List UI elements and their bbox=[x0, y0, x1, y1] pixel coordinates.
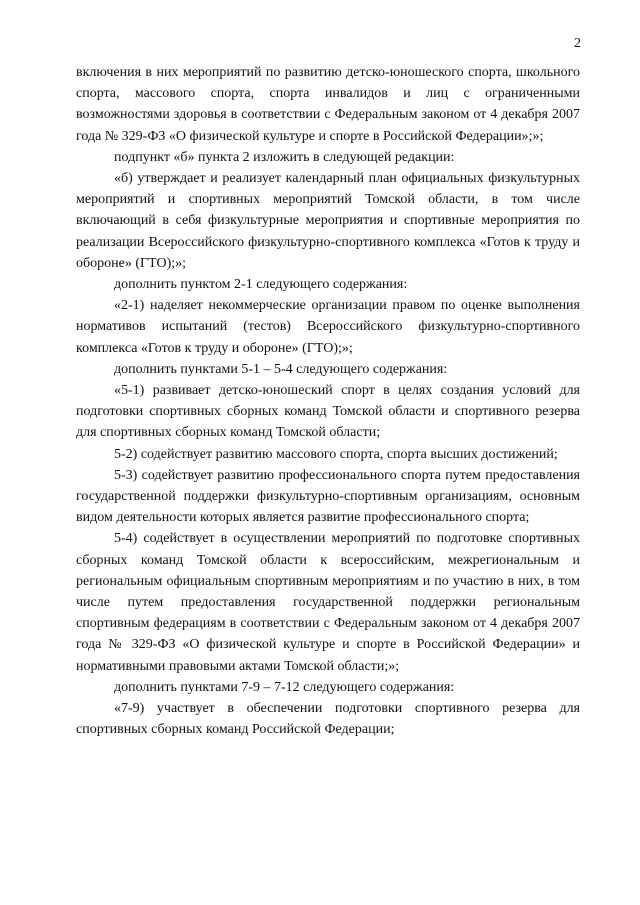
document-body bbox=[76, 62, 580, 741]
paragraph-4: дополнить пунктом 2-1 следующего содержания: bbox=[114, 277, 408, 293]
paragraph-1: включения в них мероприятий по развитию детско-юношеского спорта, школьного спорта, массового спорта, спорта инвалидов и лиц с ограниченными возможностями здоровья в соответствии с Федеральным законом от 4 декабря 2007 года № 329-ФЗ «О физической культуре и спорте в Российской Федерации»;»; bbox=[76, 65, 580, 144]
page-number: 2 bbox=[574, 36, 581, 51]
paragraph-12: «7-9) участвует в обеспечении подготовки спортивного резерва для спортивных сборных команд Российской Федерации; bbox=[76, 701, 580, 738]
paragraph-10: 5-4) содействует в осуществлении мероприятий по подготовке спортивных сборных команд Томской области к всероссийским, межрегиональным и региональным официальным спортивным мероприятиям и по участию в них, в том числе путем предоставления государственной поддержки региональным спортивным федерациям в соответствии с Федеральным законом от 4 декабря 2007 года № 329-ФЗ «О физической культуре и спорте в Российской Федерации» и нормативными правовыми актами Томской области;»; bbox=[76, 531, 580, 674]
paragraph-2: подпункт «б» пункта 2 изложить в следующей редакции: bbox=[114, 149, 455, 165]
paragraph-6: дополнить пунктами 5-1 – 5-4 следующего содержания: bbox=[114, 361, 448, 377]
paragraph-9: 5-3) содействует развитию профессионального спорта путем предоставления государственной поддержки физкультурно-спортивным организациям, основным видом деятельности которых является развитие профессионального спорта; bbox=[76, 467, 580, 526]
paragraph-8: 5-2) содействует развитию массового спорта, спорта высших достижений; bbox=[114, 446, 558, 462]
paragraph-5: «2-1) наделяет некоммерческие организации правом по оценке выполнения нормативов испытаний (тестов) Всероссийского физкультурно-спортивного комплекса «Готов к труду и обороне» (ГТО);»; bbox=[76, 298, 580, 356]
paragraph-11: дополнить пунктами 7-9 – 7-12 следующего содержания: bbox=[114, 679, 455, 695]
paragraph-7: «5-1) развивает детско-юношеский спорт в целях создания условий для подготовки спортивных сборных команд Томской области и спортивного резерва для спортивных сборных команд Томской области; bbox=[76, 383, 580, 441]
paragraph-3: «б) утверждает и реализует календарный план официальных физкультурных мероприятий и спортивных мероприятий Томской области, в том числе включающий в себя физкультурные мероприятия и спортивные мероприятия по реализации Всероссийского физкультурно-спортивного комплекса «Готов к труду и обороне» (ГТО);»; bbox=[76, 171, 580, 271]
